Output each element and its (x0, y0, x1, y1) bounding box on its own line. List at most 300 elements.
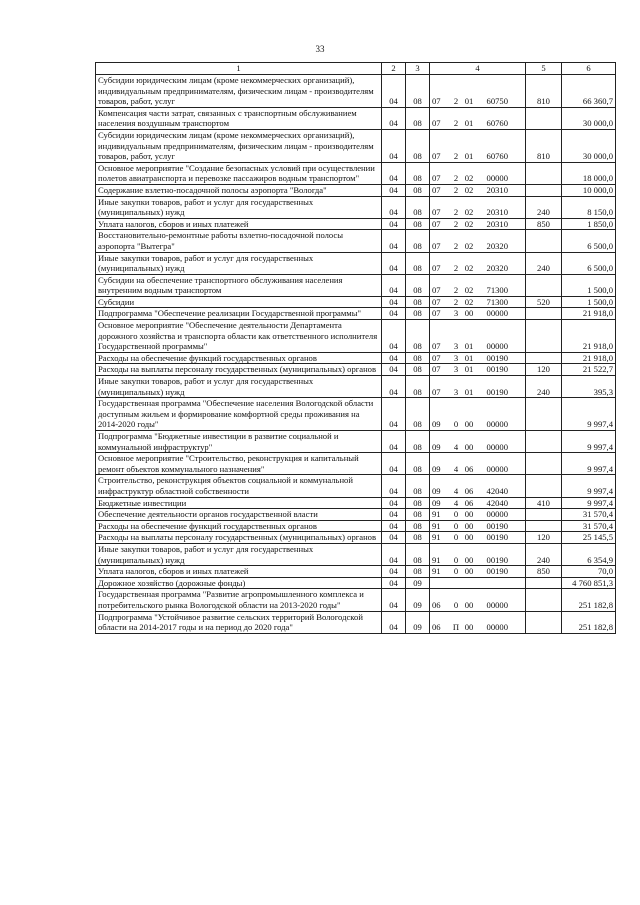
row-csr-cell (430, 107, 526, 129)
table-row (96, 509, 616, 521)
row-sum-cell: 25 145,5 (562, 532, 616, 544)
csr-part-4: 00000 (486, 419, 508, 430)
page-number: 33 (315, 44, 325, 54)
row-pr-cell: 08 (406, 532, 430, 544)
csr-part-3: 06 (464, 497, 474, 508)
row-sum-cell: 9 997,4 (562, 475, 616, 497)
csr-part-1: 91 (432, 554, 441, 565)
row-sum-cell: 4 760 851,3 (562, 577, 616, 589)
row-sum-cell: 1 500,0 (562, 274, 616, 296)
csr-part-4: 20310 (486, 218, 508, 229)
csr-part-3: 00 (464, 509, 474, 520)
row-sum-cell: 395,3 (562, 376, 616, 398)
row-rz-cell: 04 (382, 566, 406, 578)
row-name-cell: Бюджетные инвестиции (96, 497, 382, 509)
csr-part-4: 60760 (486, 118, 508, 129)
table-row (96, 352, 616, 364)
row-pr-cell: 08 (406, 296, 430, 308)
csr-part-1: 07 (432, 296, 441, 307)
row-vr-cell: 850 (526, 218, 562, 230)
row-sum-cell: 31 570,4 (562, 520, 616, 532)
row-pr-cell: 08 (406, 129, 430, 162)
row-name-cell: Основное мероприятие "Создание безопасных условий при осуществлении полетов авиатранспорта и перевозке пассажиров водным транспортом" (96, 162, 382, 184)
csr-part-4: 00000 (486, 308, 508, 319)
row-rz-cell: 04 (382, 75, 406, 108)
row-rz-cell: 04 (382, 398, 406, 431)
table-header-row (96, 63, 616, 75)
row-sum-cell: 9 997,4 (562, 431, 616, 453)
row-csr-cell (430, 532, 526, 544)
row-vr-cell (526, 184, 562, 196)
csr-part-3: 00 (464, 622, 474, 633)
table-row (96, 320, 616, 353)
row-csr-cell (430, 589, 526, 611)
table-row (96, 129, 616, 162)
csr-part-4: 00000 (486, 599, 508, 610)
table-row (96, 162, 616, 184)
row-csr-cell (430, 218, 526, 230)
csr-part-2: 4 (453, 441, 459, 452)
row-sum-cell: 1 850,0 (562, 218, 616, 230)
header-col-4: 4 (430, 63, 526, 75)
row-name-cell: Субсидии юридическим лицам (кроме некоммерческих организаций), индивидуальным предпринимателям, физическим лицам - производителям товаров, работ, услуг (96, 75, 382, 108)
table-row (96, 398, 616, 431)
header-col-1: 1 (96, 63, 382, 75)
csr-part-2: 3 (453, 308, 459, 319)
row-sum-cell: 31 570,4 (562, 509, 616, 521)
csr-part-1: 07 (432, 240, 441, 251)
csr-part-1: 06 (432, 622, 441, 633)
row-csr-cell (430, 274, 526, 296)
csr-part-3: 06 (464, 463, 474, 474)
table-row (96, 376, 616, 398)
csr-part-4: 00190 (486, 386, 508, 397)
csr-part-2: 2 (453, 296, 459, 307)
row-rz-cell: 04 (382, 376, 406, 398)
csr-part-2: 2 (453, 118, 459, 129)
csr-part-1: 07 (432, 218, 441, 229)
row-vr-cell: 120 (526, 532, 562, 544)
csr-part-4: 20320 (486, 263, 508, 274)
csr-part-3: 02 (464, 240, 474, 251)
csr-part-2: 4 (453, 463, 459, 474)
row-vr-cell (526, 611, 562, 633)
row-pr-cell: 08 (406, 509, 430, 521)
csr-part-2: 2 (453, 96, 459, 107)
row-pr-cell: 08 (406, 230, 430, 252)
csr-part-2: 0 (453, 599, 459, 610)
csr-part-1: 07 (432, 207, 441, 218)
csr-part-3: 01 (464, 341, 474, 352)
table-row (96, 364, 616, 376)
row-sum-cell: 21 522,7 (562, 364, 616, 376)
row-csr-cell (430, 364, 526, 376)
row-name-cell: Субсидии (96, 296, 382, 308)
csr-part-4: 00190 (486, 532, 508, 543)
row-vr-cell (526, 274, 562, 296)
row-vr-cell (526, 453, 562, 475)
table-row (96, 75, 616, 108)
row-sum-cell: 10 000,0 (562, 184, 616, 196)
csr-part-4: 20310 (486, 184, 508, 195)
table-row (96, 589, 616, 611)
table-row (96, 308, 616, 320)
row-vr-cell: 240 (526, 196, 562, 218)
row-rz-cell: 04 (382, 520, 406, 532)
row-vr-cell (526, 308, 562, 320)
row-name-cell: Основное мероприятие "Обеспечение деятельности Департамента дорожного хозяйства и транспорта области как ответственного исполнителя Государственной программы" (96, 320, 382, 353)
row-csr-cell (430, 509, 526, 521)
row-csr-cell (430, 196, 526, 218)
row-name-cell: Восстановительно-ремонтные работы взлетно-посадочной полосы аэропорта "Вытегра" (96, 230, 382, 252)
row-rz-cell: 04 (382, 320, 406, 353)
csr-part-1: 07 (432, 263, 441, 274)
row-pr-cell: 08 (406, 320, 430, 353)
row-rz-cell: 04 (382, 129, 406, 162)
row-sum-cell: 6 354,9 (562, 543, 616, 565)
row-pr-cell: 08 (406, 218, 430, 230)
row-rz-cell: 04 (382, 577, 406, 589)
csr-part-2: 2 (453, 240, 459, 251)
csr-part-1: 07 (432, 173, 441, 184)
csr-part-2: 0 (453, 419, 459, 430)
csr-part-4: 00000 (486, 341, 508, 352)
table-row (96, 577, 616, 589)
row-pr-cell: 08 (406, 398, 430, 431)
table-row (96, 475, 616, 497)
row-rz-cell: 04 (382, 308, 406, 320)
csr-part-1: 09 (432, 463, 441, 474)
row-rz-cell: 04 (382, 431, 406, 453)
row-rz-cell: 04 (382, 509, 406, 521)
csr-part-2: 4 (453, 485, 459, 496)
csr-part-3: 00 (464, 599, 474, 610)
table-row (96, 296, 616, 308)
table-row (96, 184, 616, 196)
table-row (96, 611, 616, 633)
row-csr-cell (430, 611, 526, 633)
csr-part-4: 20320 (486, 240, 508, 251)
row-pr-cell: 08 (406, 520, 430, 532)
csr-part-3: 01 (464, 352, 474, 363)
row-name-cell: Иные закупки товаров, работ и услуг для государственных (муниципальных) нужд (96, 376, 382, 398)
csr-part-3: 01 (464, 151, 474, 162)
row-vr-cell (526, 398, 562, 431)
budget-table (95, 62, 616, 634)
row-rz-cell: 04 (382, 352, 406, 364)
csr-part-3: 01 (464, 118, 474, 129)
row-csr-cell (430, 520, 526, 532)
csr-part-3: 00 (464, 308, 474, 319)
row-name-cell: Компенсация части затрат, связанных с транспортным обслуживанием населения воздушным транспортом (96, 107, 382, 129)
csr-part-3: 00 (464, 419, 474, 430)
row-vr-cell: 810 (526, 75, 562, 108)
row-name-cell: Иные закупки товаров, работ и услуг для государственных (муниципальных) нужд (96, 196, 382, 218)
row-vr-cell: 240 (526, 376, 562, 398)
csr-part-4: 00000 (486, 463, 508, 474)
row-sum-cell: 9 997,4 (562, 398, 616, 431)
row-pr-cell: 08 (406, 453, 430, 475)
row-name-cell: Уплата налогов, сборов и иных платежей (96, 218, 382, 230)
row-sum-cell: 6 500,0 (562, 230, 616, 252)
row-name-cell: Подпрограмма "Бюджетные инвестиции в развитие социальной и коммунальной инфраструктур" (96, 431, 382, 453)
row-vr-cell (526, 107, 562, 129)
row-sum-cell: 70,0 (562, 566, 616, 578)
table-row (96, 532, 616, 544)
csr-part-1: 07 (432, 341, 441, 352)
table-row (96, 453, 616, 475)
csr-part-3: 02 (464, 173, 474, 184)
row-name-cell: Государственная программа "Развитие агропромышленного комплекса и потребительского рынка Вологодской области на 2013-2020 годы" (96, 589, 382, 611)
row-vr-cell: 410 (526, 497, 562, 509)
csr-part-2: 0 (453, 509, 459, 520)
csr-part-2: 2 (453, 218, 459, 229)
table-row (96, 566, 616, 578)
csr-part-3: 00 (464, 554, 474, 565)
row-name-cell: Расходы на обеспечение функций государственных органов (96, 352, 382, 364)
csr-part-4: 00000 (486, 441, 508, 452)
row-pr-cell: 08 (406, 252, 430, 274)
csr-part-3: 00 (464, 520, 474, 531)
csr-part-4: 00190 (486, 352, 508, 363)
row-name-cell: Подпрограмма "Обеспечение реализации Государственной программы" (96, 308, 382, 320)
row-name-cell: Содержание взлетно-посадочной полосы аэропорта "Вологда" (96, 184, 382, 196)
row-csr-cell (430, 566, 526, 578)
csr-part-3: 01 (464, 96, 474, 107)
row-rz-cell: 04 (382, 230, 406, 252)
csr-part-1: 91 (432, 532, 441, 543)
row-rz-cell: 04 (382, 611, 406, 633)
row-rz-cell: 04 (382, 453, 406, 475)
csr-part-3: 02 (464, 285, 474, 296)
header-col-5: 5 (526, 63, 562, 75)
row-vr-cell: 520 (526, 296, 562, 308)
row-csr-cell (430, 230, 526, 252)
row-pr-cell: 08 (406, 184, 430, 196)
csr-part-1: 07 (432, 308, 441, 319)
row-sum-cell: 9 997,4 (562, 497, 616, 509)
header-col-3: 3 (406, 63, 430, 75)
row-vr-cell: 850 (526, 566, 562, 578)
row-pr-cell: 09 (406, 589, 430, 611)
csr-part-3: 02 (464, 218, 474, 229)
csr-part-2: 2 (453, 263, 459, 274)
table-row (96, 497, 616, 509)
row-sum-cell: 6 500,0 (562, 252, 616, 274)
row-pr-cell: 08 (406, 475, 430, 497)
csr-part-3: 02 (464, 296, 474, 307)
row-csr-cell (430, 497, 526, 509)
csr-part-4: 00190 (486, 520, 508, 531)
row-sum-cell: 30 000,0 (562, 107, 616, 129)
table-row (96, 218, 616, 230)
row-rz-cell: 04 (382, 184, 406, 196)
row-sum-cell: 21 918,0 (562, 308, 616, 320)
csr-part-1: 09 (432, 419, 441, 430)
row-csr-cell (430, 129, 526, 162)
table-row (96, 520, 616, 532)
row-pr-cell: 08 (406, 196, 430, 218)
csr-part-2: 2 (453, 207, 459, 218)
csr-part-1: 07 (432, 96, 441, 107)
row-pr-cell: 09 (406, 577, 430, 589)
row-vr-cell: 240 (526, 252, 562, 274)
row-csr-cell (430, 398, 526, 431)
csr-part-4: 00000 (486, 509, 508, 520)
row-pr-cell: 08 (406, 543, 430, 565)
csr-part-4: 71300 (486, 285, 508, 296)
row-rz-cell: 04 (382, 296, 406, 308)
row-name-cell: Дорожное хозяйство (дорожные фонды) (96, 577, 382, 589)
table-row (96, 431, 616, 453)
table-row (96, 107, 616, 129)
header-col-2: 2 (382, 63, 406, 75)
row-name-cell: Подпрограмма "Устойчивое развитие сельских территорий Вологодской области на 2014-2017 годы и на период до 2020 года" (96, 611, 382, 633)
row-sum-cell: 18 000,0 (562, 162, 616, 184)
row-name-cell: Расходы на обеспечение функций государственных органов (96, 520, 382, 532)
row-pr-cell: 08 (406, 497, 430, 509)
row-pr-cell: 08 (406, 566, 430, 578)
csr-part-3: 01 (464, 364, 474, 375)
row-rz-cell: 04 (382, 162, 406, 184)
csr-part-2: 2 (453, 151, 459, 162)
csr-part-1: 09 (432, 485, 441, 496)
csr-part-3: 00 (464, 532, 474, 543)
row-vr-cell (526, 352, 562, 364)
csr-part-1: 91 (432, 509, 441, 520)
row-pr-cell: 08 (406, 162, 430, 184)
csr-part-4: 00000 (486, 622, 508, 633)
row-pr-cell: 08 (406, 107, 430, 129)
csr-part-3: 06 (464, 485, 474, 496)
row-csr-cell (430, 296, 526, 308)
table-row (96, 543, 616, 565)
csr-part-2: 3 (453, 341, 459, 352)
table-row (96, 196, 616, 218)
row-vr-cell: 120 (526, 364, 562, 376)
csr-part-4: 00190 (486, 364, 508, 375)
row-vr-cell (526, 230, 562, 252)
csr-part-2: 3 (453, 352, 459, 363)
row-vr-cell (526, 162, 562, 184)
csr-part-3: 00 (464, 566, 474, 577)
row-csr-cell (430, 376, 526, 398)
csr-part-1: 09 (432, 497, 441, 508)
csr-part-1: 91 (432, 520, 441, 531)
row-rz-cell: 04 (382, 364, 406, 376)
row-csr-cell (430, 184, 526, 196)
row-name-cell: Расходы на выплаты персоналу государственных (муниципальных) органов (96, 364, 382, 376)
row-csr-cell (430, 352, 526, 364)
csr-part-1: 07 (432, 285, 441, 296)
table-row (96, 252, 616, 274)
csr-part-4: 00190 (486, 566, 508, 577)
csr-part-2: 0 (453, 532, 459, 543)
row-rz-cell: 04 (382, 589, 406, 611)
csr-part-2: 2 (453, 184, 459, 195)
row-pr-cell: 08 (406, 75, 430, 108)
row-rz-cell: 04 (382, 475, 406, 497)
row-csr-cell (430, 577, 526, 589)
row-pr-cell: 08 (406, 364, 430, 376)
row-rz-cell: 04 (382, 274, 406, 296)
row-rz-cell: 04 (382, 532, 406, 544)
csr-part-3: 01 (464, 386, 474, 397)
row-csr-cell (430, 431, 526, 453)
row-sum-cell: 21 918,0 (562, 352, 616, 364)
row-csr-cell (430, 320, 526, 353)
csr-part-4: 42040 (486, 485, 508, 496)
csr-part-3: 02 (464, 207, 474, 218)
csr-part-1: 09 (432, 441, 441, 452)
csr-part-4: 71300 (486, 296, 508, 307)
csr-part-4: 00000 (486, 173, 508, 184)
row-sum-cell: 251 182,8 (562, 611, 616, 633)
row-name-cell: Субсидии юридическим лицам (кроме некоммерческих организаций), индивидуальным предпринимателям, физическим лицам - производителям товаров, работ, услуг (96, 129, 382, 162)
csr-part-4: 60750 (486, 96, 508, 107)
csr-part-4: 00190 (486, 554, 508, 565)
row-rz-cell: 04 (382, 252, 406, 274)
row-pr-cell: 08 (406, 308, 430, 320)
row-vr-cell: 810 (526, 129, 562, 162)
row-rz-cell: 04 (382, 196, 406, 218)
row-vr-cell (526, 475, 562, 497)
csr-part-1: 07 (432, 151, 441, 162)
csr-part-2: 3 (453, 386, 459, 397)
row-sum-cell: 9 997,4 (562, 453, 616, 475)
row-vr-cell (526, 509, 562, 521)
row-csr-cell (430, 475, 526, 497)
row-name-cell: Государственная программа "Обеспечение населения Вологодской области доступным жильем и формирование комфортной среды проживания на 2014-2020 годы" (96, 398, 382, 431)
csr-part-1: 07 (432, 386, 441, 397)
header-col-6: 6 (562, 63, 616, 75)
csr-part-1: 07 (432, 352, 441, 363)
csr-part-4: 42040 (486, 497, 508, 508)
row-csr-cell (430, 543, 526, 565)
row-pr-cell: 08 (406, 376, 430, 398)
row-pr-cell: 08 (406, 352, 430, 364)
csr-part-2: 0 (453, 566, 459, 577)
row-name-cell: Иные закупки товаров, работ и услуг для государственных (муниципальных) нужд (96, 543, 382, 565)
csr-part-3: 02 (464, 263, 474, 274)
csr-part-2: 0 (453, 520, 459, 531)
row-name-cell: Иные закупки товаров, работ и услуг для государственных (муниципальных) нужд (96, 252, 382, 274)
row-sum-cell: 66 360,7 (562, 75, 616, 108)
csr-part-1: 07 (432, 118, 441, 129)
row-pr-cell: 09 (406, 611, 430, 633)
csr-part-1: 91 (432, 566, 441, 577)
row-sum-cell: 1 500,0 (562, 296, 616, 308)
csr-part-2: 2 (453, 285, 459, 296)
csr-part-1: 07 (432, 184, 441, 195)
row-vr-cell (526, 320, 562, 353)
csr-part-3: 02 (464, 184, 474, 195)
row-vr-cell: 240 (526, 543, 562, 565)
row-rz-cell: 04 (382, 107, 406, 129)
table-row (96, 274, 616, 296)
row-csr-cell (430, 162, 526, 184)
row-pr-cell: 08 (406, 431, 430, 453)
row-sum-cell: 21 918,0 (562, 320, 616, 353)
row-name-cell: Обеспечение деятельности органов государственной власти (96, 509, 382, 521)
csr-part-2: 4 (453, 497, 459, 508)
row-sum-cell: 251 182,8 (562, 589, 616, 611)
row-csr-cell (430, 308, 526, 320)
row-rz-cell: 04 (382, 218, 406, 230)
csr-part-4: 20310 (486, 207, 508, 218)
table-row (96, 230, 616, 252)
row-sum-cell: 30 000,0 (562, 129, 616, 162)
